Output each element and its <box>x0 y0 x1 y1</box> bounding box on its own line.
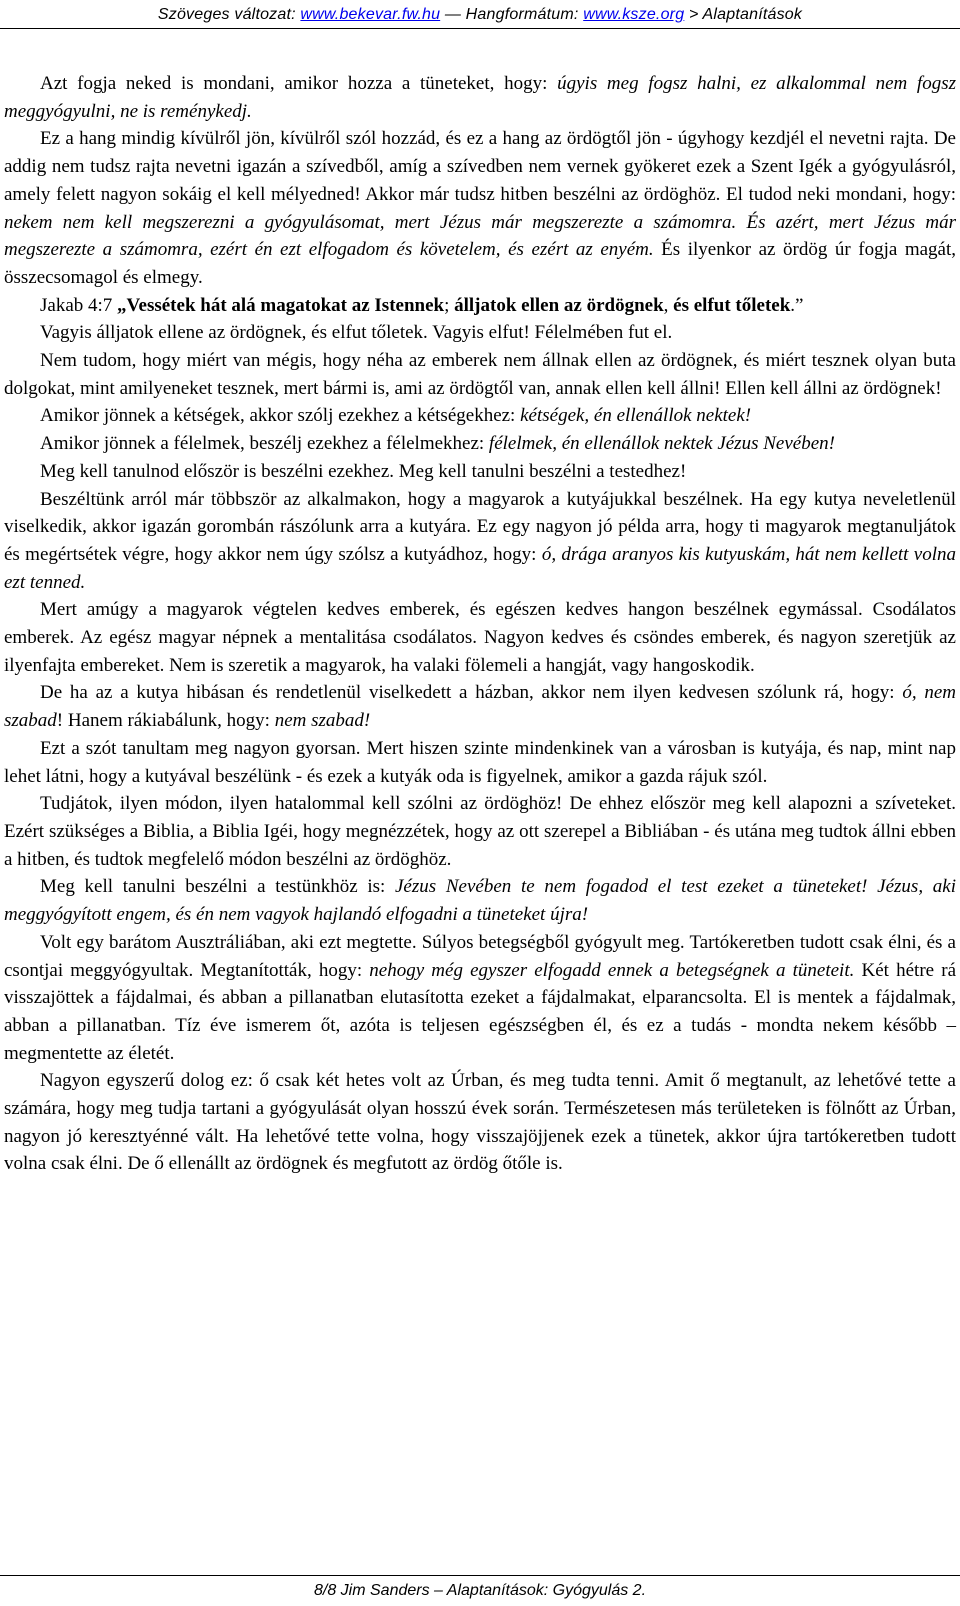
text: Amikor jönnek a kétségek, akkor szólj ezekhez a kétségekhez: <box>40 405 521 427</box>
paragraph <box>4 70 956 125</box>
text: És ilyenkor az ördög úr fogja magát, összecsomagol és elmegy. <box>4 239 956 288</box>
italic-text: kétségek, én ellenállok nektek! <box>520 405 752 427</box>
bible-verse <box>4 292 956 320</box>
text: Amikor jönnek a félelmek, beszélj ezekhez a félelmekhez: <box>40 433 489 455</box>
text: Azt fogja neked is mondani, amikor hozza a tüneteket, hogy: <box>40 73 558 94</box>
bekevar-link[interactable]: www.bekevar.fw.hu <box>300 6 441 23</box>
paragraph: Meg kell tanulnod először is beszélni ezekhez. Meg kell tanulni beszélni a testedhez! <box>40 460 687 482</box>
paragraph: Mert amúgy a magyarok végtelen kedves emberek, és egészen kedves hangon beszélnek egymással. Csodálatos emberek. Az egész magyar népnek a mentalitása csodálatos. Nagyon kedves és csöndes emberek, és nagyon szeretjük az ilyenfajta embereket. Nem is szeretik a magyarok, ha valaki fölemeli a hangját, vagy hangoskodik. <box>4 599 956 676</box>
text: ! Hanem rákiabálunk, hogy: <box>56 710 275 732</box>
paragraph <box>4 125 956 291</box>
text: Beszéltünk arról már többször az alkalmakon, hogy a magyarok a kutyájukkal beszélnek. Ha egy kutya neveletlenül viselkedik, akkor igazán gorombán rászólunk arra a kutyára. Ez egy nagyon jó példa arra, hogy ti magyarok megtanuljátok és megértsétek végre, hogy akkor nem úgy szólsz a kutyádhoz, hogy: <box>4 488 956 565</box>
document-body <box>4 70 956 1178</box>
text: .” <box>790 294 804 316</box>
ksze-link[interactable]: www.ksze.org <box>583 6 685 23</box>
paragraph <box>4 873 956 928</box>
header-text-suffix: > Alaptanítások <box>684 6 803 23</box>
italic-text: ó, nem szabad <box>4 682 957 732</box>
text: Meg kell tanulni beszélni a testünkhöz is: <box>40 876 395 898</box>
italic-text: ó, drága aranyos kis kutyuskám, hát nem kellett volna ezt tenned. <box>4 543 956 593</box>
text: Ez a hang mindig kívülről jön, kívülről szól hozzád, és ez a hang az ördögtől jön - úgyhogy kezdjél el nevetni rajta. De addig nem tudsz rajta nevetni igazán a szívedből, amíg a szívedben nem vernek gyökeret ezek a Szent Igék a gyógyulásról, amely felett nagyon sokáig el kell mélyedned! Akkor már tudsz hitben beszélni az ördöghöz. El tudod neki mondani, hogy: <box>4 128 956 205</box>
italic-text: nehogy még egyszer elfogadd ennek a betegségnek a tüneteit. <box>369 959 855 981</box>
page-header <box>0 4 960 28</box>
italic-text: nem szabad! <box>274 710 371 732</box>
bold-text: álljatok ellen az ördögnek <box>454 294 664 316</box>
italic-text: félelmek, én ellenállok nektek Jézus Nevében! <box>488 433 835 455</box>
header-text-mid: — Hangformátum: <box>440 6 584 23</box>
page-footer: 8/8 Jim Sanders – Alaptanítások: Gyógyulás 2. <box>313 1582 647 1599</box>
paragraph: Ezt a szót tanultam meg nagyon gyorsan. Mert hiszen szinte mindenkinek van a városban is kutyája, és nap, mint nap lehet látni, hogy a kutyával beszélünk - és ezek a kutyák oda is figyelnek, amikor a gazda rájuk szól. <box>4 737 956 787</box>
paragraph <box>4 486 956 597</box>
bold-text: és elfut tőletek <box>673 294 791 316</box>
header-divider <box>0 28 960 29</box>
footer-divider <box>0 1575 960 1576</box>
paragraph <box>4 679 956 734</box>
paragraph: Vagyis álljatok ellene az ördögnek, és elfut tőletek. Vagyis elfut! Félelmében fut el. <box>40 322 673 344</box>
paragraph <box>4 929 956 1068</box>
paragraph: Nem tudom, hogy miért van mégis, hogy néha az emberek nem állnak ellen az ördögnek, és miért tesznek olyan buta dolgokat, mint amilyeneket tesznek, mert bármi is, ami az ördögtől van, annak ellen kell állni! Ellen kell állni az ördögnek! <box>4 350 956 399</box>
verse-reference: Jakab 4:7 <box>40 294 118 316</box>
paragraph <box>4 402 956 430</box>
text: Volt egy barátom Ausztráliában, aki ezt megtette. Súlyos betegségből gyógyult meg. Tartókeretben tudott csak élni, és a csontjai meggyógyultak. Megtanították, hogy: <box>4 931 956 981</box>
italic-text: Jézus Nevében te nem fogadod el test ezeket a tüneteket! Jézus, aki meggyógyított engem, és én nem vagyok hajlandó elfogadni a tüneteket újra! <box>4 876 957 926</box>
text: , <box>663 294 674 316</box>
italic-text: úgyis meg fogsz halni, ez alkalommal nem fogsz meggyógyulni, ne is reménykedj. <box>4 73 956 122</box>
text: Két hétre rá visszajöttek a fájdalmai, és abban a pillanatban elutasította ezeket a fájdalmakat, elparancsolta. El is mentek a fájdalmak, abban a pillanatban. Tíz éve ismerem őt, azóta is teljesen egészségben él, és ez a tudás - mondta nekem később – megmentette az életét. <box>4 959 956 1064</box>
paragraph: Nagyon egyszerű dolog ez: ő csak két hetes volt az Úrban, és meg tudta tenni. Amit ő megtanult, az lehetővé tette a számára, hogy meg tudja tartani a gyógyulását olyan hosszú évek során. Természetesen más területeken is fölnőtt az Úrban, nagyon jó keresztyénné vált. Ha lehetővé tette volna, hogy visszajöjjenek ezek a tünetek, akkor újra tartókeretben tudott volna csak élni. De ő ellenállt az ördögnek és megfutott az ördög őtőle is. <box>4 1070 956 1175</box>
header-text-prefix: Szöveges változat: <box>157 6 301 23</box>
text: De ha az a kutya hibásan és rendetlenül viselkedett a házban, akkor nem ilyen kedvesen szólunk rá, hogy: <box>40 682 903 704</box>
paragraph: Tudjátok, ilyen módon, ilyen hatalommal kell szólni az ördöghöz! De ehhez először meg kell alapozni a szíveteket. Ezért szükséges a Biblia, a Biblia Igéi, hogy megnézzétek, hogy az ott szerepel a Bibliában - és utána meg tudtok állni ebben a hitben, és tudtok megfelelő módon beszélni az ördöghöz. <box>4 793 956 870</box>
paragraph <box>4 430 956 458</box>
bold-text: „Vessétek hát alá magatokat az Istennek <box>117 294 445 316</box>
italic-text: nekem nem kell megszerezni a gyógyulásomat, mert Jézus már megszerezte a számomra. És azért, mert Jézus már megszerezte a számomra, ezért én ezt elfogadom és követelem, és ezért az enyém. <box>4 211 956 261</box>
text: ; <box>444 294 455 316</box>
